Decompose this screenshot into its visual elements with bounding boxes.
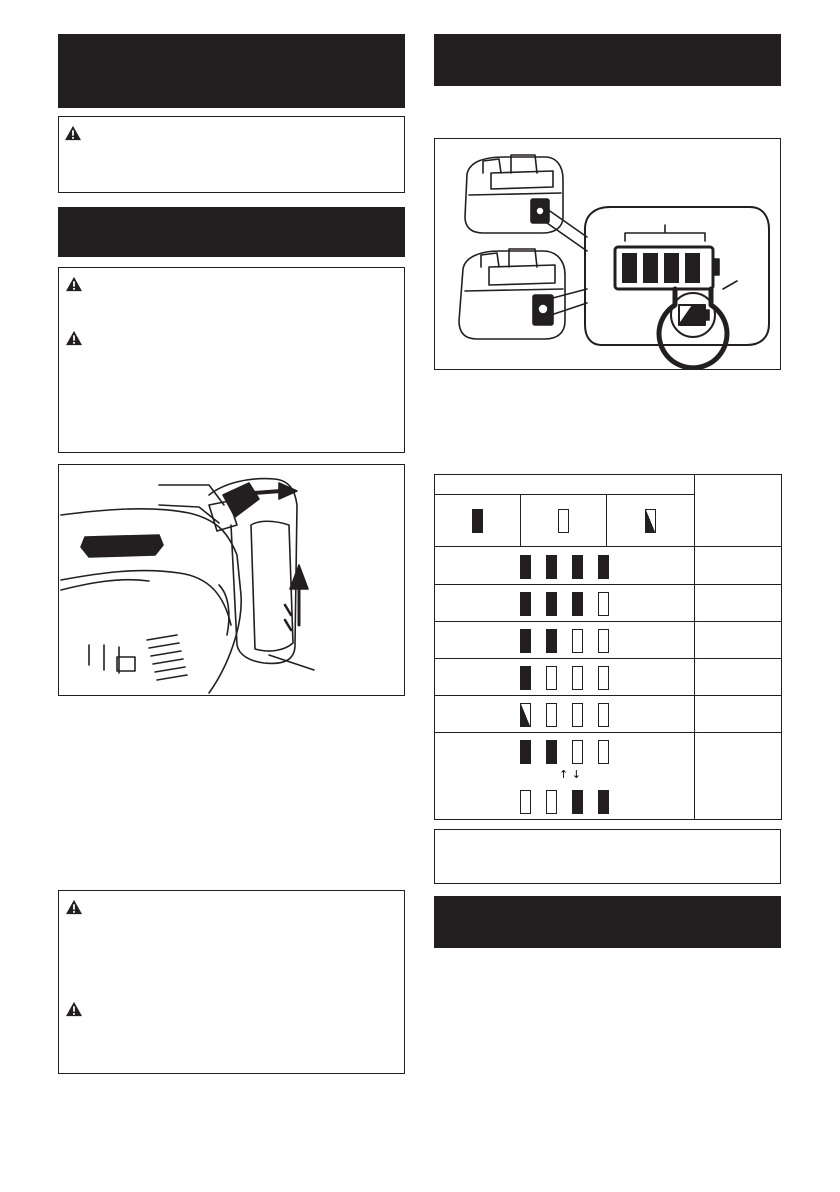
- capacity-cell: [695, 622, 782, 659]
- warning-box-1: [58, 116, 405, 193]
- blink-arrows: ↑ ↓: [559, 768, 581, 781]
- warning-triangle-icon: [65, 330, 83, 346]
- indicator-lamp-lit: [572, 790, 583, 814]
- lamp-off-symbol: [558, 509, 569, 533]
- indicator-lamp-row: [520, 629, 620, 653]
- indicator-lamp-off: [598, 740, 609, 764]
- indicator-lamp-lit: [520, 629, 531, 653]
- indicator-lamp-off: [598, 703, 609, 727]
- indicator-lamp-off: [572, 629, 583, 653]
- battery-capacity-indicator-illustration: [435, 139, 780, 369]
- warning-triangle-icon: [64, 125, 82, 141]
- figure-battery-insertion: [58, 464, 405, 696]
- capacity-cell: [695, 547, 782, 585]
- indicator-lamp-lit: [520, 666, 531, 690]
- indicator-lamp-row: [520, 740, 620, 764]
- indicator-lamp-lit: [520, 592, 531, 616]
- capacity-cell: [695, 659, 782, 696]
- lamp-lit-symbol: [472, 509, 483, 533]
- table-header-remaining-capacity: [695, 475, 782, 547]
- indicator-lamp-lit: [572, 592, 583, 616]
- capacity-cell: [695, 733, 782, 820]
- legend-off: [521, 495, 607, 547]
- indicator-lamp-blinking: [520, 703, 531, 727]
- indicator-lamp-off: [546, 790, 557, 814]
- indicator-lamp-off: [572, 666, 583, 690]
- warning-triangle-icon: [65, 899, 83, 915]
- indicator-lamp-off: [598, 592, 609, 616]
- indicator-lamp-lit: [598, 790, 609, 814]
- indicator-lamp-off: [598, 629, 609, 653]
- indicator-lamp-off: [546, 703, 557, 727]
- section-heading-bar-2: [58, 207, 405, 257]
- lamp-blinking-symbol: [645, 509, 656, 533]
- indicator-lamp-row: [520, 555, 620, 579]
- indicator-lamp-row: [520, 666, 620, 690]
- warning-box-3: [58, 890, 405, 1074]
- indicator-lamp-off: [598, 666, 609, 690]
- battery-release-illustration: [59, 465, 404, 695]
- legend-blinking: [607, 495, 695, 547]
- warning-triangle-icon: [65, 276, 83, 292]
- indicator-lamp-lit: [520, 555, 531, 579]
- note-box: [434, 829, 781, 884]
- indicator-lamp-row: [520, 703, 620, 727]
- indicator-lamp-off: [520, 790, 531, 814]
- indicator-lamp-lit: [546, 629, 557, 653]
- capacity-cell: [695, 696, 782, 733]
- capacity-cell: [695, 585, 782, 622]
- indicator-lamp-off: [572, 703, 583, 727]
- indicator-lamp-row: [520, 592, 620, 616]
- section-heading-bar-4: [434, 896, 781, 948]
- warning-triangle-icon: [65, 1001, 83, 1017]
- indicator-lamp-lit: [546, 555, 557, 579]
- indicator-lamp-row: [520, 790, 620, 814]
- indicator-lamp-lit: [546, 740, 557, 764]
- indicator-lamp-off: [546, 666, 557, 690]
- indicator-lamp-lit: [572, 555, 583, 579]
- section-heading-bar-3: [434, 34, 781, 86]
- warning-box-2: [58, 267, 405, 453]
- indicator-lamp-lit: [598, 555, 609, 579]
- indicator-lamp-off: [572, 740, 583, 764]
- figure-battery-indicator: [434, 138, 781, 370]
- section-heading-bar-1: [58, 34, 405, 108]
- indicator-lamp-lit: [520, 740, 531, 764]
- legend-lit: [435, 495, 521, 547]
- indicator-lamp-lit: [546, 592, 557, 616]
- table-header-indicator-lamps: [435, 475, 695, 495]
